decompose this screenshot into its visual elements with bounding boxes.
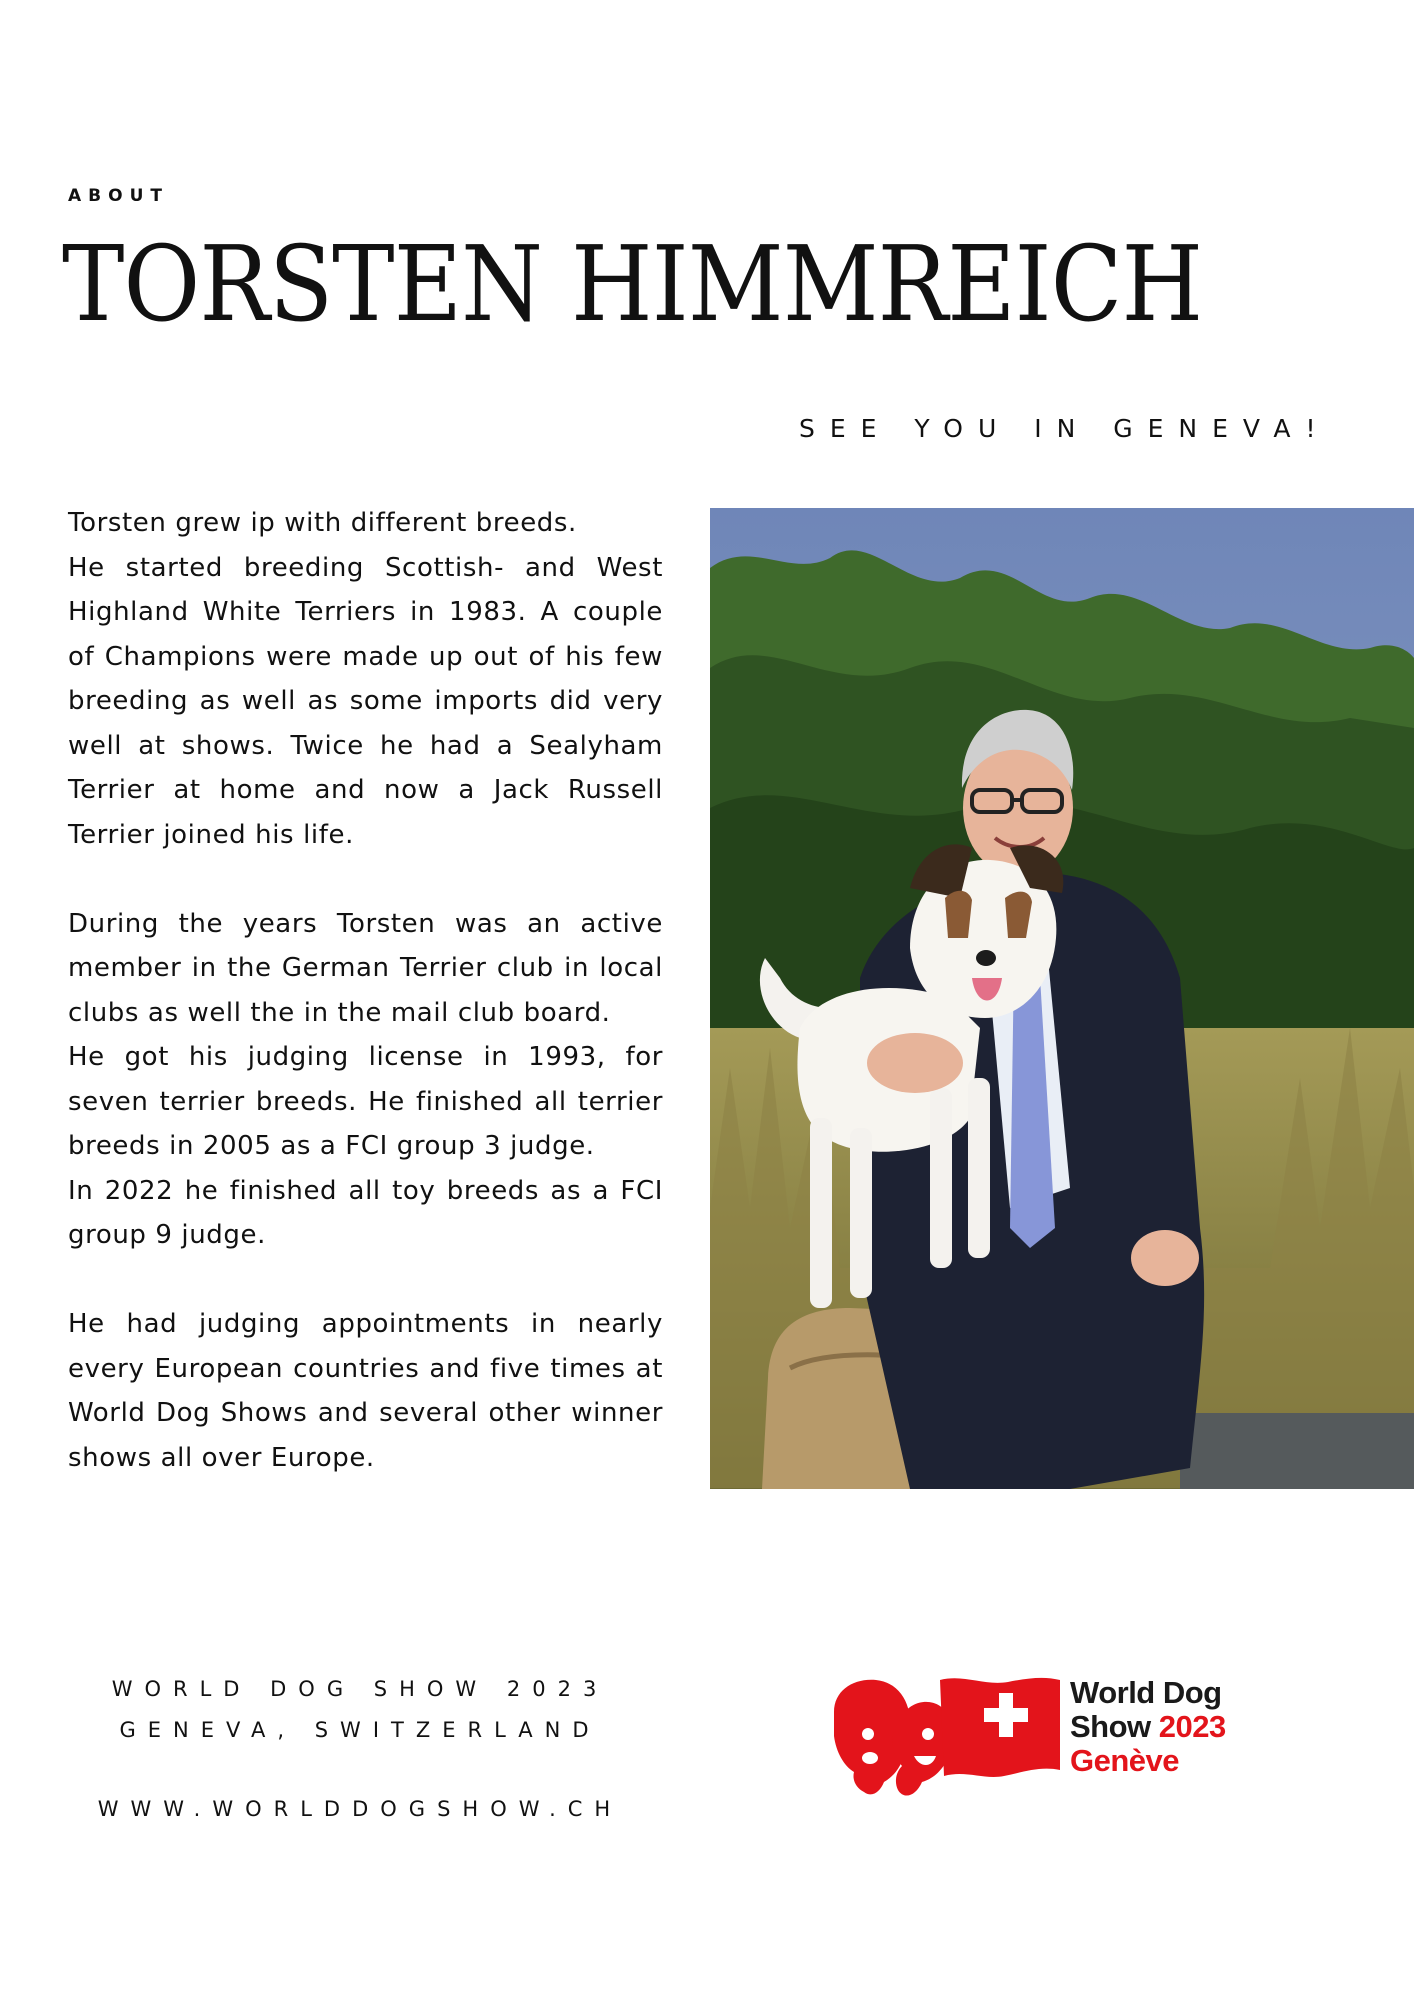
bio-sentence: He got his judging license in 1993, for seven terrier breeds. He finished all terrier breeds in 2005 as a FCI group 3 judge. (68, 1042, 663, 1161)
logo-line3: Genève (1070, 1743, 1180, 1778)
page-title: TORSTEN HIMMREICH (62, 223, 1203, 345)
logo-line2-year: 2023 (1158, 1709, 1226, 1744)
bio-sentence: Torsten grew ip with different breeds. (68, 508, 577, 538)
dog-flag-emblem-icon (824, 1672, 1064, 1802)
bio-sentence: In 2022 he finished all toy breeds as a FCI group 9 judge. (68, 1175, 663, 1250)
bio-sentence: He started breeding Scottish- and West Highland White Terriers in 1983. A couple of Champions were made up out of his few breeding as well as some imports did very well at shows. Twice he had a Sealyham Terrier at home and now a Jack Russell Terrier joined his life. (68, 552, 663, 850)
tagline: SEE YOU IN GENEVA! (799, 414, 1331, 443)
bio-sentence: He had judging appointments in nearly every European countries and five times at World Dog Shows and several other winner shows all over Europe. (68, 1309, 663, 1473)
world-dog-show-logo (824, 1672, 1254, 1802)
footer-event-name: WORLD DOG SHOW 2023 (111, 1677, 609, 1701)
logo-line2-a: Show (1070, 1709, 1159, 1744)
logo-wordmark (1070, 1676, 1226, 1778)
footer-website-link[interactable]: WWW.WORLDDOGSHOW.CH (97, 1797, 623, 1821)
bio-paragraph (68, 1302, 663, 1480)
section-kicker: ABOUT (68, 186, 169, 206)
footer-event-location: GENEVA, SWITZERLAND (119, 1718, 601, 1742)
bio-paragraph (68, 902, 663, 1258)
bio-sentence: During the years Torsten was an active member in the German Terrier club in local clubs as well the in the mail club board. (68, 908, 663, 1028)
portrait-photo (710, 508, 1414, 1489)
logo-line1: World Dog (1070, 1675, 1222, 1710)
biography (68, 501, 663, 1480)
bio-paragraph (68, 501, 663, 857)
